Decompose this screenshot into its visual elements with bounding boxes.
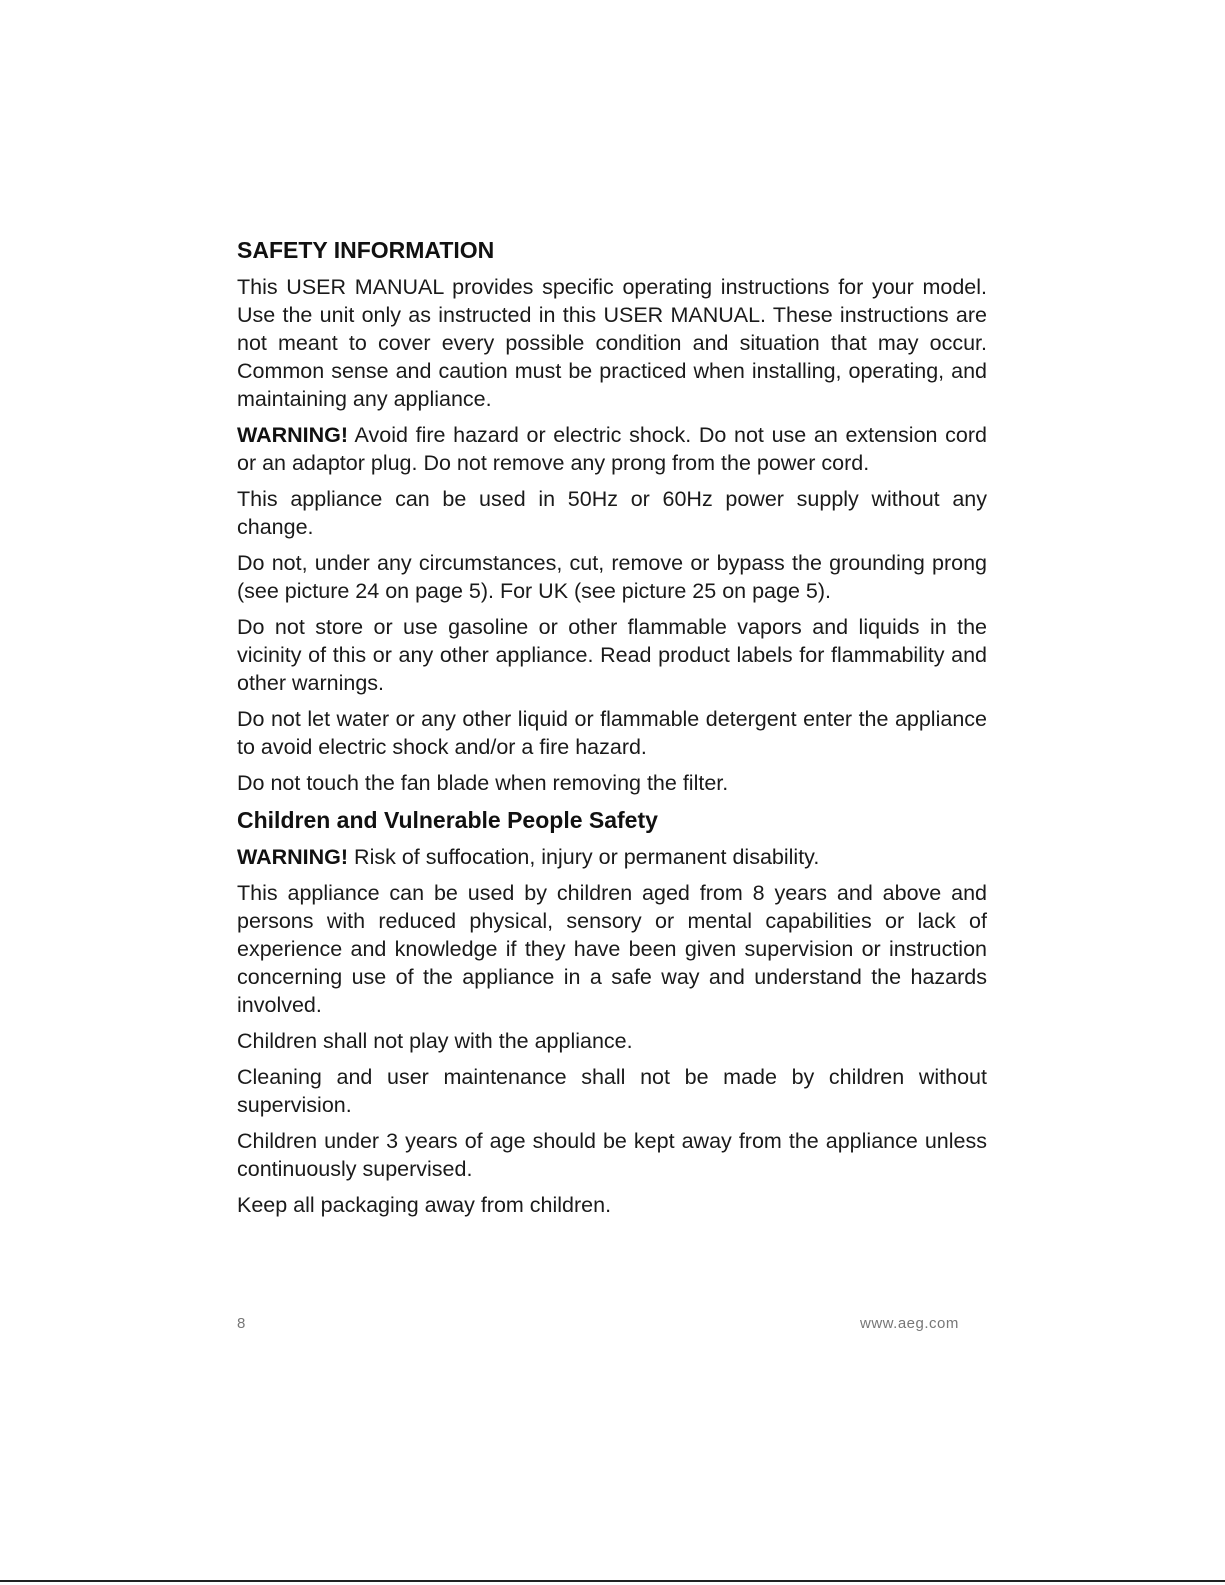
paragraph-warning-suffocation [237,843,987,871]
manual-page-body [237,235,987,1227]
paragraph-fan-blade: Do not touch the fan blade when removing the filter. [237,771,729,795]
paragraph-grounding: Do not, under any circumstances, cut, remove or bypass the grounding prong (see picture 24 on page 5). For UK (see picture 25 on page 5). [237,551,987,603]
warning-label: WARNING! [237,423,349,447]
bottom-border-line [0,1580,1225,1582]
paragraph-packaging: Keep all packaging away from children. [237,1193,612,1217]
paragraph-warning-fire [237,421,987,477]
paragraph-intro: This USER MANUAL provides specific operating instructions for your model. Use the unit only as instructed in this USER MANUAL. These instructions are not meant to cover every possible condition and situation that may occur. Common sense and caution must be practiced when installing, operating, and maintaining any appliance. [237,275,987,411]
paragraph-cleaning: Cleaning and user maintenance shall not be made by children without supervision. [237,1065,987,1117]
paragraph-no-play: Children shall not play with the appliance. [237,1029,633,1053]
section-heading-children-safety: Children and Vulnerable People Safety [237,807,658,833]
footer-website-url: www.aeg.com [860,1315,959,1332]
page-number: 8 [237,1315,246,1332]
warning-text: Risk of suffocation, injury or permanent disability. [348,845,820,869]
paragraph-children-age: This appliance can be used by children aged from 8 years and above and persons with reduced physical, sensory or mental capabilities or lack of experience and knowledge if they have been given supervision or instruction concerning use of the appliance in a safe way and understand the hazards involved. [237,881,987,1017]
paragraph-water: Do not let water or any other liquid or flammable detergent enter the appliance to avoid electric shock and/or a fire hazard. [237,707,987,759]
warning-text: Avoid fire hazard or electric shock. Do not use an extension cord or an adaptor plug. Do not remove any prong from the power cord. [237,423,987,475]
warning-label: WARNING! [237,845,349,869]
paragraph-power-supply: This appliance can be used in 50Hz or 60Hz power supply without any change. [237,487,987,539]
section-heading-safety-information: SAFETY INFORMATION [237,237,495,263]
paragraph-gasoline: Do not store or use gasoline or other flammable vapors and liquids in the vicinity of this or any other appliance. Read product labels for flammability and other warnings. [237,615,987,695]
paragraph-under-three: Children under 3 years of age should be kept away from the appliance unless continuously supervised. [237,1129,987,1181]
